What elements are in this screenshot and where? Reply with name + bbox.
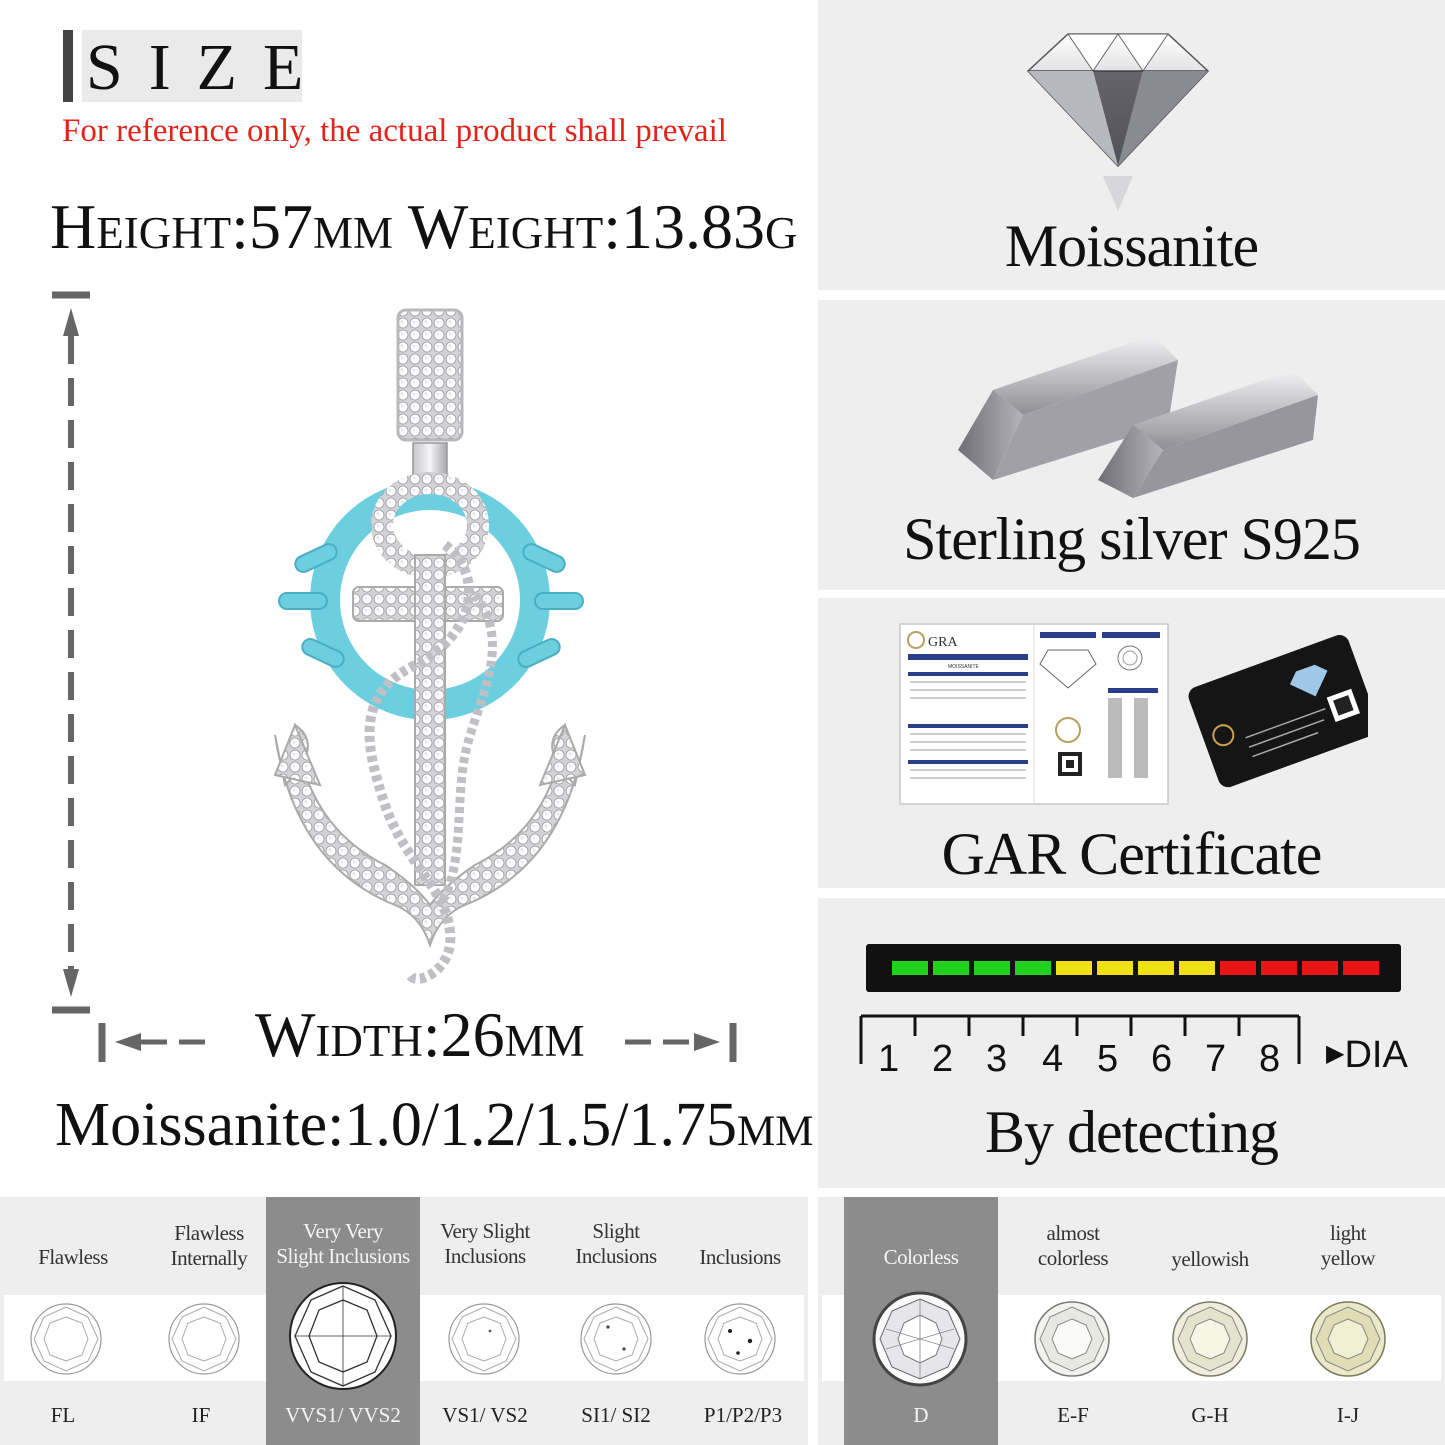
certificate-icon <box>898 620 1368 810</box>
scale-number-4: 4 <box>1042 1038 1064 1080</box>
gem-outline-icon <box>166 1301 242 1377</box>
clarity-grade-vs: VS1/ VS2 <box>442 1403 528 1427</box>
cert-subtitle: MOISSANITE <box>948 664 979 670</box>
reference-note: For reference only, the actual product shall prevail <box>62 113 727 149</box>
color-grade-ij: I-J <box>1336 1403 1360 1427</box>
moissanite-size-line <box>55 1090 813 1161</box>
weight-value: 13.83g <box>621 191 798 262</box>
height-label: Height: <box>50 191 249 262</box>
yellowish-gem-icon <box>1170 1299 1250 1379</box>
tester-scale-ruler <box>858 1012 1308 1068</box>
color-label-line: light <box>1329 1221 1366 1245</box>
scale-number-5: 5 <box>1097 1038 1119 1080</box>
anchor-pendant-image <box>265 305 605 995</box>
gem-outline-icon <box>446 1301 522 1377</box>
clarity-label-vs <box>412 1219 558 1269</box>
clarity-grade-fl: FL <box>50 1403 76 1427</box>
clarity-grade-si: SI1/ SI2 <box>581 1403 651 1427</box>
color-label-line: Colorless <box>883 1245 959 1269</box>
clarity-label-fl <box>0 1245 146 1270</box>
moissanite-value: 1.0/1.2/1.5/1.75mm <box>344 1091 814 1159</box>
clarity-label-vvs <box>266 1219 420 1269</box>
color-scale <box>818 1197 1445 1445</box>
clarity-label-line: Slight <box>592 1219 640 1243</box>
light-yellow-gem-icon <box>1308 1299 1388 1379</box>
clarity-grade-vvs: VVS1/ VVS2 <box>285 1403 401 1427</box>
color-label-colorless <box>844 1245 998 1270</box>
diamond-icon <box>1023 26 1213 216</box>
feature-caption-moissanite: Moissanite <box>1004 213 1259 279</box>
color-label-line: yellow <box>1320 1246 1376 1270</box>
clarity-grade-p: P1/P2/P3 <box>703 1403 783 1427</box>
height-arrow-icon <box>48 290 98 1015</box>
clarity-label-line: Flawless <box>38 1245 108 1269</box>
color-label-line: colorless <box>1037 1246 1109 1270</box>
feature-moissanite-panel <box>818 0 1445 290</box>
clarity-grade-if: IF <box>191 1403 211 1427</box>
color-label-line: almost <box>1046 1221 1100 1245</box>
scale-number-1: 1 <box>878 1038 900 1080</box>
clarity-label-line: Slight Inclusions <box>276 1244 410 1268</box>
weight-label: Weight: <box>407 191 621 262</box>
moissanite-label: Moissanite: <box>55 1091 345 1159</box>
clarity-label-line: Inclusions <box>699 1245 781 1269</box>
color-label-light-yellow <box>1278 1221 1418 1271</box>
dia-text: DIA <box>1344 1034 1408 1076</box>
size-title: SIZE <box>86 31 330 104</box>
feature-caption-silver: Sterling silver S925 <box>903 506 1360 572</box>
width-value: 26mm <box>440 999 585 1070</box>
gem-outline-icon <box>702 1301 778 1377</box>
gem-outline-icon <box>28 1301 104 1377</box>
clarity-label-line: Very Very <box>303 1219 383 1243</box>
clarity-label-line: Inclusions <box>575 1244 657 1268</box>
scale-number-7: 7 <box>1205 1038 1227 1080</box>
feature-caption-certificate: GAR Certificate <box>941 821 1322 887</box>
title-accent-bar <box>63 30 73 102</box>
clarity-label-line: Very Slight <box>440 1219 530 1243</box>
feature-tester-panel <box>818 898 1445 1188</box>
tester-icon <box>866 944 1401 992</box>
play-triangle-icon: ▶ <box>1326 1040 1345 1067</box>
color-grade-d: D <box>913 1403 929 1427</box>
scale-number-6: 6 <box>1151 1038 1173 1080</box>
silver-bars-icon <box>953 330 1323 500</box>
feature-certificate-panel <box>818 598 1445 888</box>
color-grade-gh: G-H <box>1191 1403 1229 1427</box>
almost-colorless-gem-icon <box>1032 1299 1112 1379</box>
height-value: 57mm <box>248 191 393 262</box>
cert-brand: GRA <box>928 635 958 650</box>
width-label: Width: <box>255 999 441 1070</box>
gem-outline-icon <box>578 1301 654 1377</box>
gem-outline-icon <box>287 1280 399 1392</box>
color-label-line: yellowish <box>1171 1247 1249 1271</box>
colorless-gem-icon <box>866 1289 974 1389</box>
dia-label <box>1326 1034 1408 1077</box>
color-grade-ef: E-F <box>1057 1403 1089 1427</box>
clarity-label-line: Inclusions <box>444 1244 526 1268</box>
scale-number-3: 3 <box>986 1038 1008 1080</box>
scale-number-8: 8 <box>1259 1038 1281 1080</box>
clarity-label-line: Flawless <box>174 1221 244 1245</box>
clarity-label-if <box>136 1221 282 1271</box>
height-weight-line <box>50 190 798 264</box>
clarity-label-p <box>667 1245 813 1270</box>
width-line <box>255 998 585 1072</box>
scale-number-2: 2 <box>932 1038 954 1080</box>
color-label-almost-colorless <box>1003 1221 1143 1271</box>
color-label-yellowish <box>1140 1247 1280 1272</box>
feature-silver-panel <box>818 300 1445 590</box>
clarity-scale <box>0 1197 808 1445</box>
clarity-label-line: Internally <box>170 1246 248 1270</box>
feature-caption-tester: By detecting <box>985 1099 1278 1165</box>
